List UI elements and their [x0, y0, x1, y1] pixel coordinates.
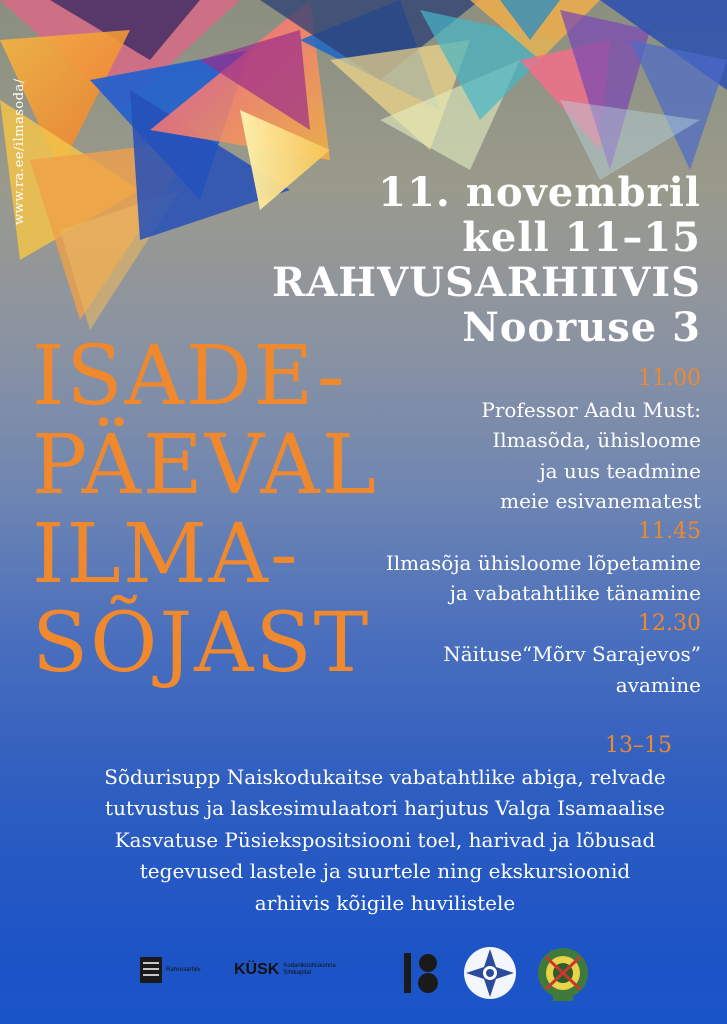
program-time: 11.45	[638, 518, 701, 544]
rahvusarhiiv-label: Rahvusarhiiv	[166, 967, 201, 973]
estonia-100-logo	[402, 951, 440, 995]
event-place: RAHVUSARHIIVIS	[272, 259, 701, 306]
program-schedule	[281, 364, 701, 701]
program-text: tutvustus ja laskesimulaatori harjutus Valga Isamaalise	[105, 796, 665, 820]
event-date: 11. novembril	[378, 169, 701, 216]
program-text: avamine	[615, 672, 701, 697]
afternoon-program	[70, 730, 700, 919]
program-text: tegevused lastele ja suurtele ning ekskursioonid	[139, 859, 631, 883]
event-info	[181, 170, 701, 350]
program-time: 13–15	[605, 733, 672, 758]
military-badge-icon	[536, 945, 590, 1003]
title-line: SÕJAST	[32, 596, 371, 691]
title-line: PÄEVAL	[32, 418, 379, 513]
rahvusarhiiv-logo	[140, 957, 201, 983]
program-time: 11.00	[638, 366, 701, 391]
kysk-name: KÜSK	[234, 961, 280, 978]
kysk-subtitle: Kodanikuühiskonna Sihtkapital	[283, 963, 336, 976]
title-line: ISADE-	[32, 329, 347, 424]
website-url[interactable]: www.ra.ee/ilmasoda/	[12, 78, 27, 225]
coat-of-arms-icon	[140, 957, 162, 983]
program-text: Professor Aadu Must:	[481, 397, 701, 422]
program-text: arhiivis kõigile huvilistele	[254, 890, 516, 915]
program-text: Kasvatuse Püsiekspositsiooni toel, harivad ja lõbusad	[114, 827, 656, 852]
sponsor-logos	[0, 935, 727, 1015]
program-text: Näituse“Mõrv Sarajevos”	[443, 642, 701, 667]
kysk-logo	[234, 961, 338, 979]
program-text: Ilmasõda, ühisloome	[492, 428, 701, 453]
program-text: Ilmasõja ühisloome lõpetamine	[385, 550, 701, 575]
program-text: ja uus teadmine	[539, 458, 701, 483]
event-time: kell 11–15	[462, 214, 701, 261]
kaitseliit-cross-icon	[462, 945, 518, 1001]
program-text: meie esivanematest	[500, 489, 701, 514]
program-text: ja vabatahtlike tänamine	[449, 581, 701, 606]
program-text: Sõdurisupp Naiskodukaitse vabatahtlike abiga, relvade	[104, 764, 666, 789]
event-address: Nooruse 3	[462, 304, 701, 351]
program-time: 12.30	[638, 610, 701, 636]
title-line: ILMA-	[32, 507, 300, 602]
